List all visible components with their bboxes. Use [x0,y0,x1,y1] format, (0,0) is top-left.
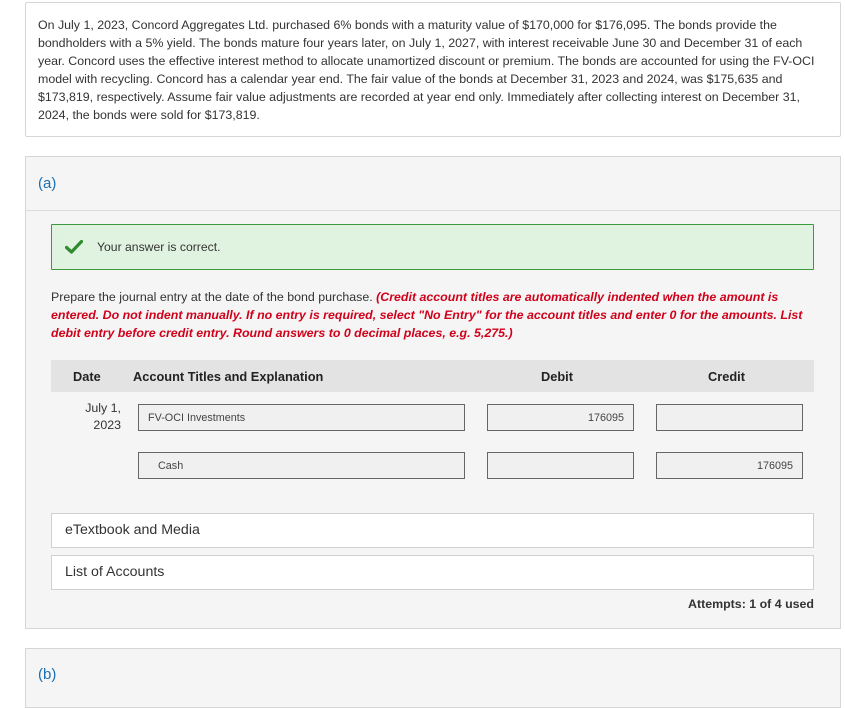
part-a-panel [25,156,841,629]
correct-answer-banner [51,224,814,270]
instruction-note: (Credit account titles are automatically indented when the amount is entered. Do not indent manually. If no entry is required, select "No Entry" for the account titles and enter 0 for the amounts. List debit entry before credit entry. Round answers to 0 decimal places, e.g. 5,275.) [51,290,803,340]
credit-input-1[interactable] [656,404,803,431]
journal-table-header [51,360,814,392]
debit-input-2[interactable] [487,452,634,479]
account-title-input-1[interactable]: FV-OCI Investments [138,404,465,431]
etextbook-media-link[interactable]: eTextbook and Media [51,513,814,548]
date-column-header: Date [73,369,101,384]
feedback-message: Your answer is correct. [97,240,221,254]
part-a-label[interactable]: (a) [26,157,840,211]
entry-date-line2: 2023 [93,418,121,432]
problem-statement: On July 1, 2023, Concord Aggregates Ltd. purchased 6% bonds with a maturity value of $170,000 for $176,095. The bonds provide the bondholders with a 5% yield. The bonds mature four years later, on July 1, 2027, with interest receivable June 30 and December 31 of each year. Concord uses the effective interest method to allocate unamortized discount or premium. The bonds are accounted for using the FV-OCI model with recycling. Concord has a calendar year end. The fair value of the bonds at December 31, 2023 and 2024, was $175,635 and $173,819, respectively. Assume fair value adjustments are recorded at year end only. Immediately after collecting interest on December 31, 2024, the bonds were sold for $173,819. [25,2,841,137]
account-column-header: Account Titles and Explanation [133,369,324,384]
credit-input-2[interactable]: 176095 [656,452,803,479]
attempts-counter: Attempts: 1 of 4 used [688,597,814,611]
part-b-label[interactable]: (b) [38,666,57,683]
account-title-input-2[interactable]: Cash [138,452,465,479]
debit-input-1[interactable]: 176095 [487,404,634,431]
entry-date [51,400,121,434]
part-b-panel [25,648,841,708]
instructions [51,288,821,342]
instruction-text: Prepare the journal entry at the date of the bond purchase. [51,290,373,304]
debit-column-header: Debit [541,369,573,384]
entry-date-line1: July 1, [85,401,121,415]
checkmark-icon [65,240,87,254]
list-of-accounts-link[interactable]: List of Accounts [51,555,814,590]
credit-column-header: Credit [708,369,745,384]
